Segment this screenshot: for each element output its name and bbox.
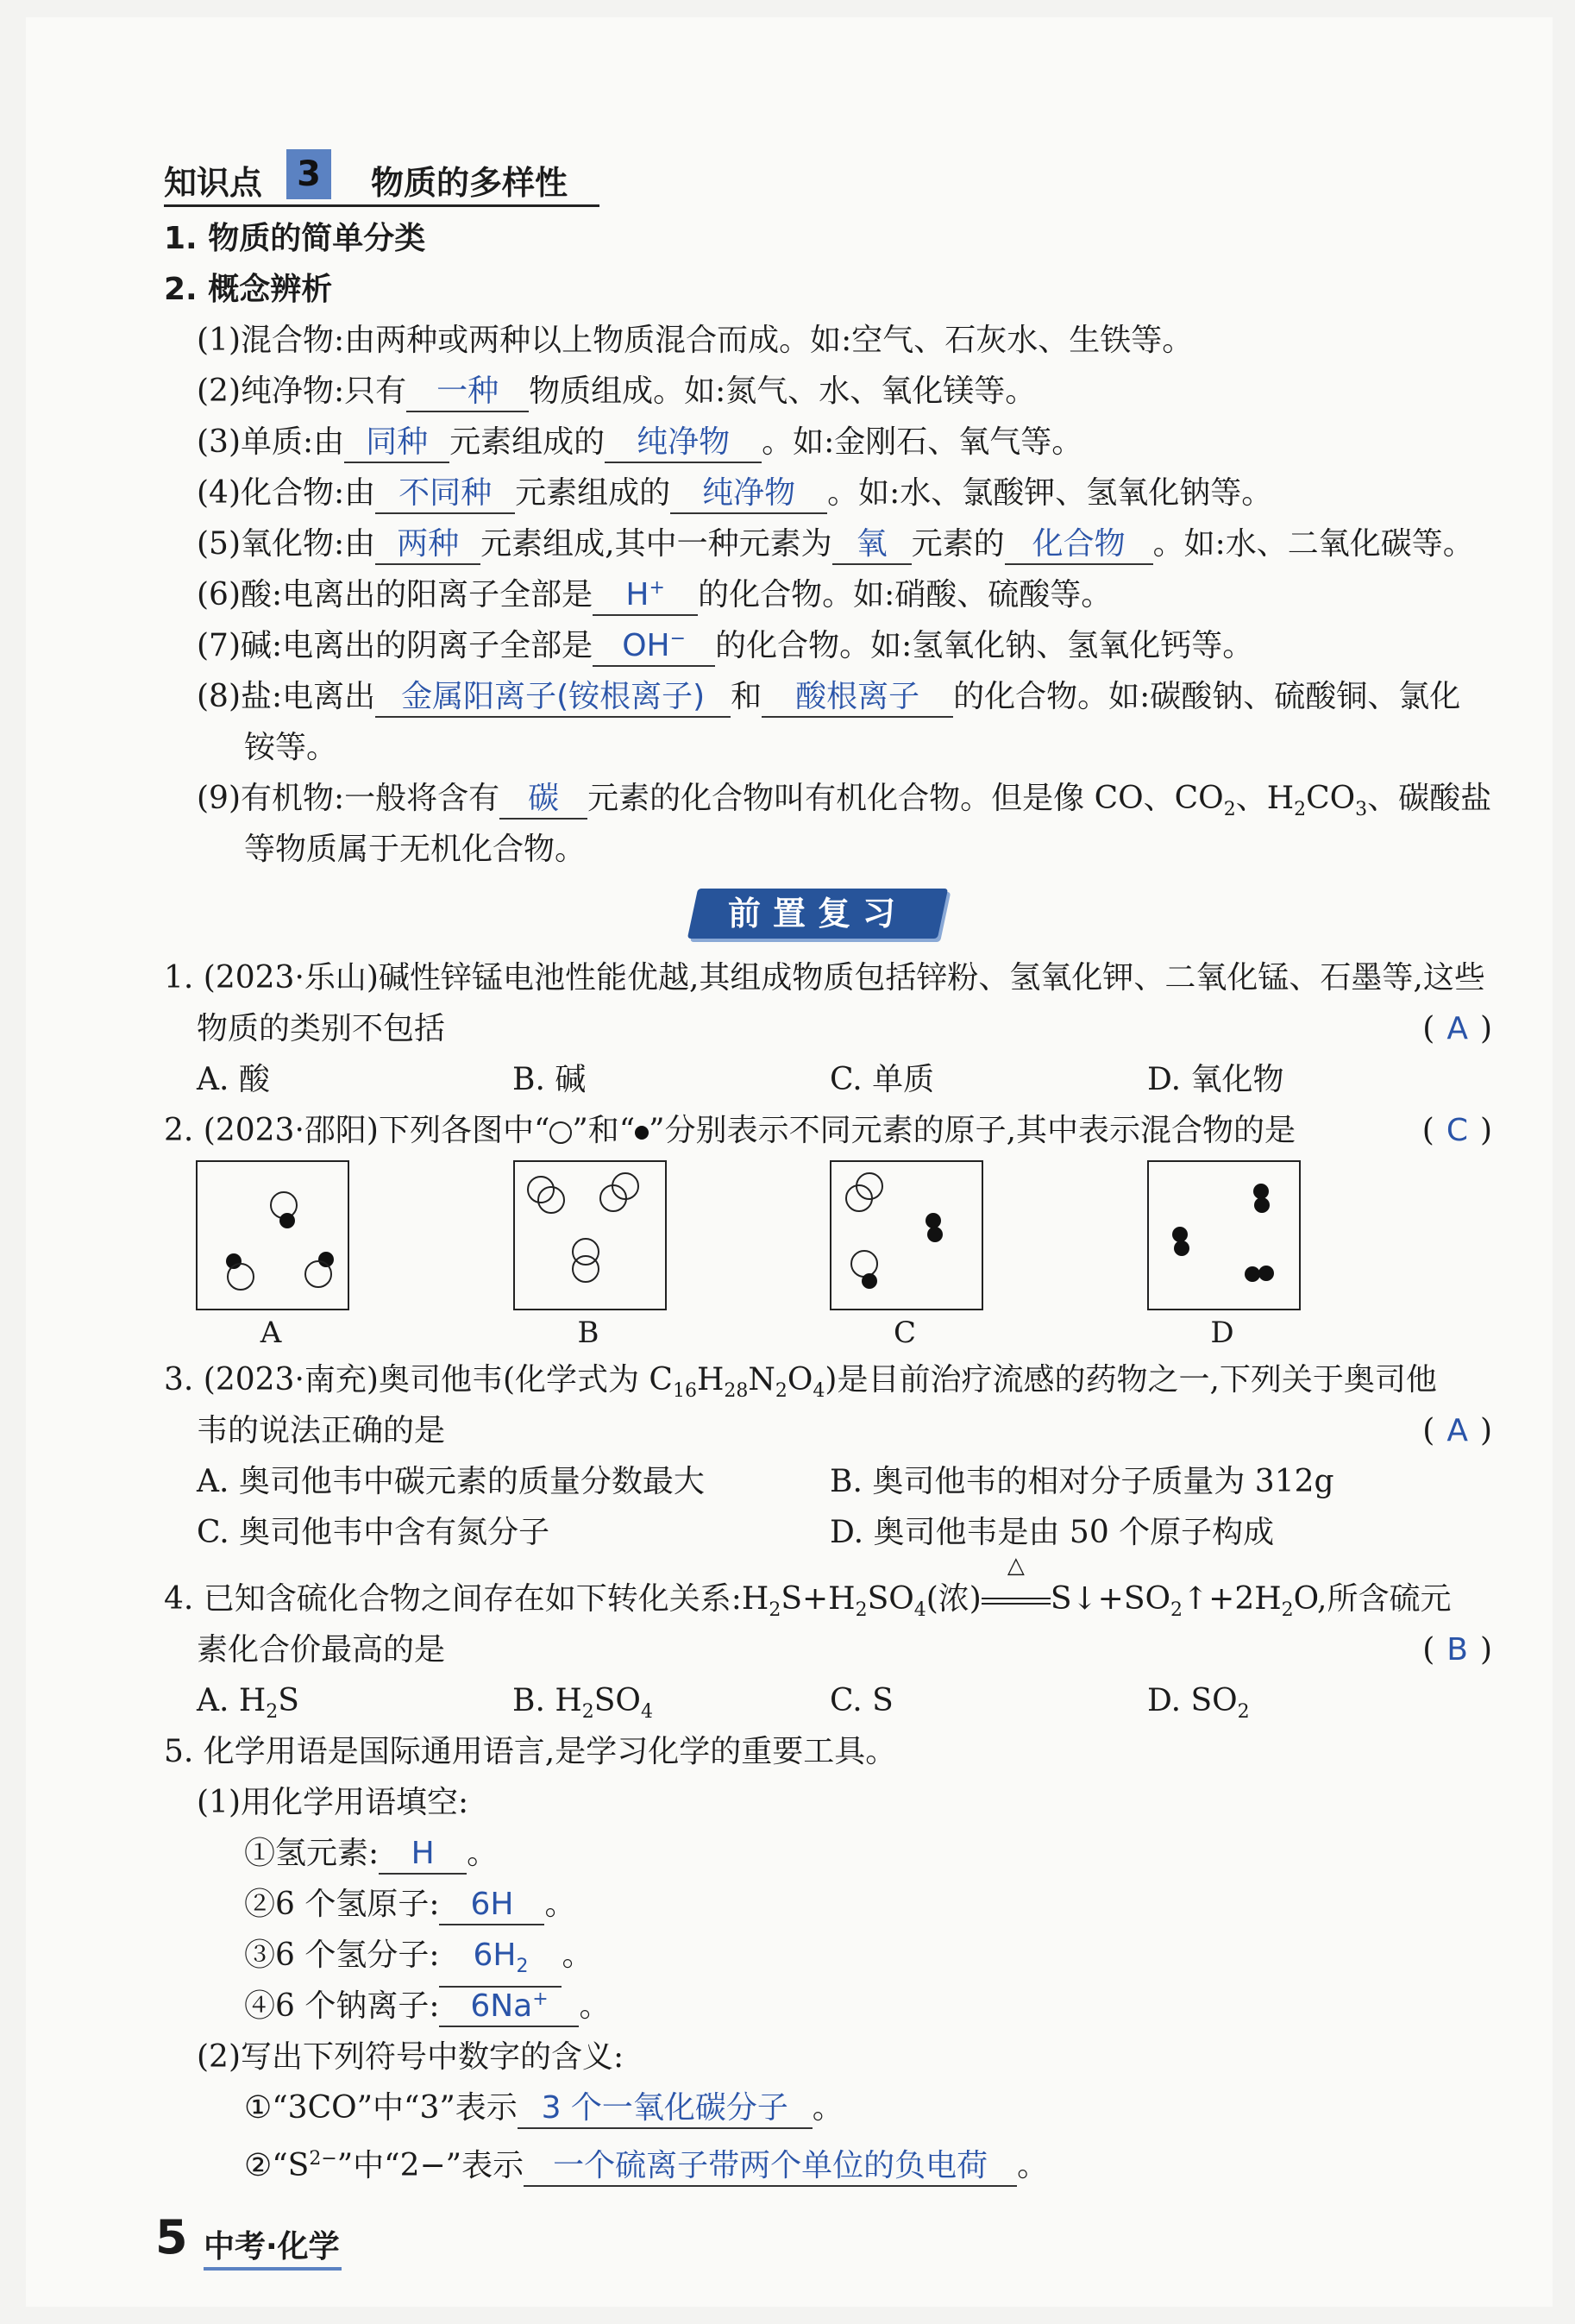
- q5-item-3: ③6 个氢分子: $6H_2$ 。: [164, 1930, 1492, 1981]
- answer-paren: ( A ): [1422, 1011, 1492, 1046]
- section-header: [164, 142, 1492, 211]
- option: B. 奥司他韦的相对分子质量为 312g: [830, 1464, 1334, 1499]
- answer-blank: 化合物: [1005, 525, 1153, 565]
- q5-stem: 5. 化学用语是国际通用语言,是学习化学的重要工具。: [164, 1734, 897, 1769]
- footer-underline: [204, 2267, 342, 2271]
- figure-box-c: [830, 1160, 983, 1310]
- section-number-badge: 3: [286, 149, 331, 199]
- answer-blank: OH−: [593, 620, 715, 667]
- concept-7: (7)碱:电离出的阴离子全部是 OH− 的化合物。如:氢氧化钠、氢氧化钙等。: [164, 620, 1492, 671]
- option: B. 碱: [512, 1062, 587, 1097]
- concept-9-cont: 等物质属于无机化合物。: [244, 832, 587, 867]
- subheading-1: 1. 物质的简单分类: [164, 221, 426, 256]
- figure-label: C: [893, 1316, 916, 1350]
- q1-options: [164, 1054, 1492, 1105]
- concept-9: (9)有机物:一般将含有 碳 元素的化合物叫有机化合物。但是像 CO、$CO_2$、$H_2CO_3$、碳酸盐: [197, 781, 1492, 821]
- option: A. 奥司他韦中碳元素的质量分数最大: [197, 1464, 705, 1499]
- answer-blank: 一个硫离子带两个单位的负电荷: [524, 2147, 1017, 2187]
- answer-blank: 酸根离子: [762, 678, 953, 718]
- answer-blank: 3 个一氧化碳分子: [518, 2089, 813, 2129]
- footer-title: 中考·化学: [204, 2229, 340, 2264]
- q3-options-row2: [164, 1507, 1492, 1558]
- content: [164, 142, 1492, 2184]
- q5-item-4: ④6 个钠离子: 6Na+ 。: [164, 1981, 1492, 2032]
- concept-8-cont: 铵等。: [244, 730, 338, 765]
- answer-blank: 同种: [344, 424, 449, 463]
- answer-blank: 不同种: [375, 474, 515, 514]
- q3-options-row1: [164, 1456, 1492, 1507]
- option: B. $H_2SO_4$: [512, 1683, 653, 1724]
- q1-stem: 1. (2023·乐山)碱性锌锰电池性能优越,其组成物质包括锌粉、氢氧化钾、二氧化锰、石墨等,这些: [164, 960, 1485, 996]
- molecule-diagram-d: [1149, 1162, 1299, 1309]
- concept-4: (4)化合物:由 不同种 元素组成的 纯净物 。如:水、氯酸钾、氢氧化钠等。: [164, 468, 1492, 518]
- figure-box-a: [196, 1160, 349, 1310]
- answer-blank: 碳: [499, 780, 587, 820]
- answer-blank: 纯净物: [605, 424, 762, 463]
- answer-paren: ( A ): [1422, 1413, 1492, 1448]
- reaction-condition: △: [982, 1573, 1051, 1624]
- option: A. 酸: [197, 1062, 270, 1097]
- molecule-diagram-b: [515, 1162, 665, 1309]
- answer-blank: $6H_2$: [439, 1937, 562, 1988]
- answer-blank: 纯净物: [670, 474, 827, 514]
- q4-stem: 4. 已知含硫化合物之间存在如下转化关系$:H_2S+H_2SO_4$(浓) △ $S↓+SO_2↑+2H_2O$,所含硫元: [164, 1573, 1492, 1624]
- option: D. 氧化物: [1147, 1062, 1284, 1097]
- q5-item-1: ①氢元素: H 。: [164, 1828, 1492, 1879]
- answer-blank: 6Na+: [439, 1981, 579, 2027]
- concept-6: (6)酸:电离出的阳离子全部是 H+ 的化合物。如:硝酸、硫酸等。: [164, 569, 1492, 620]
- figure-label: B: [577, 1316, 599, 1350]
- q3-stem-cont: 韦的说法正确的是 ( A ): [164, 1405, 1492, 1456]
- q5-meaning-2: $②“S^{2-}$”中“2−”表示 一个硫离子带两个单位的负电荷 。: [164, 2133, 1492, 2184]
- q2-figures: [164, 1156, 1492, 1354]
- option: C. S: [830, 1683, 894, 1718]
- concept-8: (8)盐:电离出 金属阳离子(铵根离子) 和 酸根离子 的化合物。如:碳酸钠、硫酸铜、氯化: [164, 671, 1492, 722]
- hollow-atom-icon: [549, 1121, 572, 1144]
- banner-title: 前置复习: [727, 895, 907, 933]
- answer-blank: 6H: [439, 1886, 544, 1925]
- option: D. $SO_2$: [1147, 1683, 1250, 1724]
- answer-blank: H: [379, 1835, 467, 1875]
- answer-blank: 一种: [406, 373, 529, 412]
- option: A. $H_2S$: [197, 1683, 299, 1724]
- concept-5: (5)氧化物:由 两种 元素组成,其中一种元素为 氧 元素的 化合物 。如:水、二氧化碳等。: [164, 518, 1492, 569]
- answer-blank: 氧: [832, 525, 912, 565]
- figure-box-b: [513, 1160, 667, 1310]
- answer-paren: ( C ): [1421, 1113, 1492, 1148]
- q3-stem: 3. (2023·南充)奥司他韦(化学式为 $C_{16}H_{28}N_2O_4$)是目前治疗流感的药物之一,下列关于奥司他: [164, 1362, 1437, 1403]
- molecule-diagram-c: [831, 1162, 982, 1309]
- answer-blank: H+: [593, 569, 698, 616]
- molecule-diagram-a: [198, 1162, 348, 1309]
- concept-1: (1)混合物:由两种或两种以上物质混合而成。如:空气、石灰水、生铁等。: [197, 323, 1194, 358]
- answer-blank: 两种: [375, 525, 480, 565]
- subheading-2: 2. 概念辨析: [164, 272, 333, 307]
- figure-label: D: [1210, 1316, 1234, 1350]
- q5-part2: (2)写出下列符号中数字的含义:: [197, 2039, 624, 2075]
- figure-box-d: [1147, 1160, 1301, 1310]
- option: D. 奥司他韦是由 50 个原子构成: [830, 1515, 1275, 1550]
- q4-stem-cont: 素化合价最高的是 ( B ): [164, 1624, 1492, 1675]
- option: C. 单质: [830, 1062, 935, 1097]
- concept-3: (3)单质:由 同种 元素组成的 纯净物 。如:金刚石、氧气等。: [164, 417, 1492, 468]
- figure-label: A: [260, 1316, 282, 1350]
- q2-stem: 2. (2023·邵阳)下列各图中“ ”和“ ”分别表示不同元素的原子,其中表示混合物的是 ( C ): [164, 1105, 1492, 1156]
- answer-paren: ( B ): [1422, 1632, 1492, 1668]
- q4-options: [164, 1675, 1492, 1726]
- q5-meaning-1: ①“3CO”中“3”表示 3 个一氧化碳分子 。: [164, 2082, 1492, 2133]
- q1-stem-cont: 物质的类别不包括 ( A ): [164, 1003, 1492, 1054]
- concept-2: (2)纯净物:只有 一种 物质组成。如:氮气、水、氧化镁等。: [164, 366, 1492, 417]
- page-number: 5: [155, 2210, 188, 2264]
- section-underline: [164, 204, 599, 207]
- option: C. 奥司他韦中含有氮分子: [197, 1515, 550, 1550]
- answer-blank: 金属阳离子(铵根离子): [375, 678, 731, 718]
- q5-item-2: ②6 个氢原子: 6H 。: [164, 1879, 1492, 1930]
- solid-atom-icon: [635, 1126, 649, 1140]
- section-title: 物质的多样性: [371, 164, 568, 202]
- section-label: 知识点: [164, 164, 263, 202]
- review-banner: [164, 878, 1492, 947]
- q5-part1: (1)用化学用语填空:: [197, 1785, 469, 1820]
